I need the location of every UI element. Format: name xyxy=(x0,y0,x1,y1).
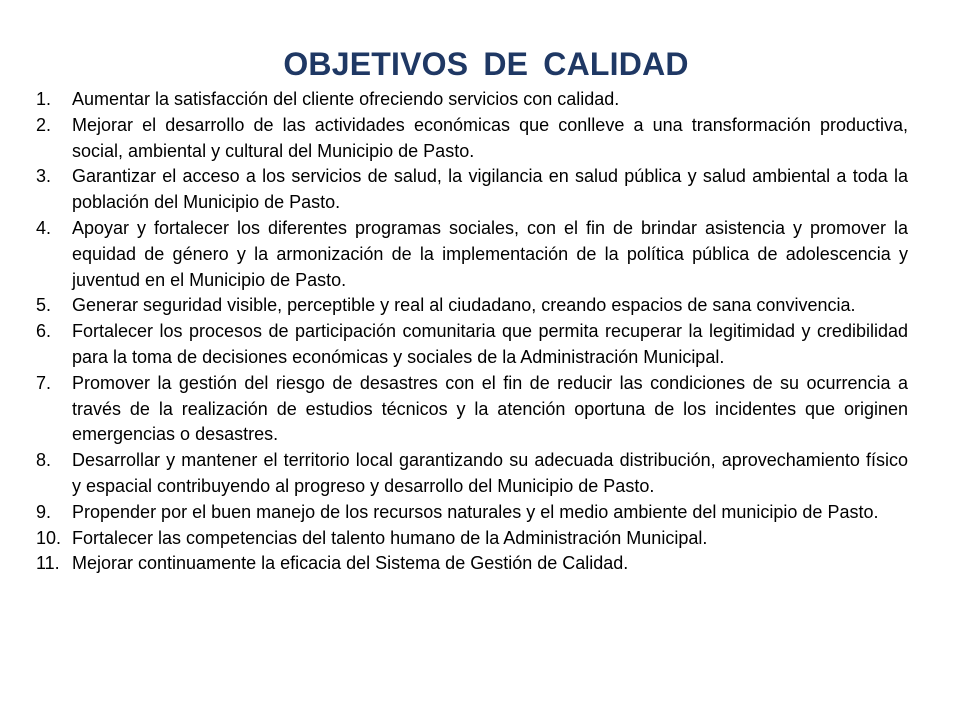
objective-item xyxy=(36,113,908,165)
objective-text: Fortalecer los procesos de participación comunitaria que permita recuperar la legitimidad y credibilidad para la toma de decisiones económicas y sociales de la Administración Municipal. xyxy=(72,321,908,367)
objective-item xyxy=(36,87,908,113)
objective-item xyxy=(36,500,908,526)
objective-item xyxy=(36,293,908,319)
objective-text: Desarrollar y mantener el territorio local garantizando su adecuada distribución, aprovechamiento físico y espacial contribuyendo al progreso y desarrollo del Municipio de Pasto. xyxy=(72,450,908,496)
objective-text: Apoyar y fortalecer los diferentes programas sociales, con el fin de brindar asistencia y promover la equidad de género y la armonización de la implementación de la política pública de adolescencia y juventud en el Municipio de Pasto. xyxy=(72,217,908,290)
objective-number: 10. xyxy=(36,527,62,548)
objective-text: Propender por el buen manejo de los recursos naturales y el medio ambiente del municipio de Pasto. xyxy=(72,501,879,522)
objective-number: 3. xyxy=(36,166,52,187)
objective-number: 2. xyxy=(36,114,52,135)
objective-text: Generar seguridad visible, perceptible y real al ciudadano, creando espacios de sana convivencia. xyxy=(72,295,856,316)
objective-number: 11. xyxy=(36,553,60,574)
objective-item xyxy=(36,448,908,500)
objective-number: 6. xyxy=(36,321,52,342)
slide-title: OBJETIVOS DE CALIDAD xyxy=(283,46,689,83)
objective-number: 8. xyxy=(36,450,52,471)
objective-item xyxy=(36,319,908,371)
objective-number: 5. xyxy=(36,295,52,316)
objective-text: Mejorar continuamente la eficacia del Sistema de Gestión de Calidad. xyxy=(72,553,629,574)
objective-text: Mejorar el desarrollo de las actividades económicas que conlleve a una transformación productiva, social, ambiental y cultural del Municipio de Pasto. xyxy=(72,114,908,161)
objective-item xyxy=(36,551,908,577)
objective-number: 4. xyxy=(36,217,52,238)
objectives-list xyxy=(36,87,908,577)
objective-number: 7. xyxy=(36,372,52,393)
objective-item xyxy=(36,371,908,448)
objective-item xyxy=(36,216,908,293)
objective-item xyxy=(36,164,908,216)
objective-text: Fortalecer las competencias del talento humano de la Administración Municipal. xyxy=(72,527,708,548)
objective-item xyxy=(36,526,908,552)
objective-number: 1. xyxy=(36,89,52,109)
objective-number: 9. xyxy=(36,501,52,522)
objective-text: Promover la gestión del riesgo de desastres con el fin de reducir las condiciones de su ocurrencia a través de la realización de estudios técnicos y la atención oportuna de los incidentes que originen emergencias o desastres. xyxy=(72,372,908,445)
objective-text: Aumentar la satisfacción del cliente ofreciendo servicios con calidad. xyxy=(72,89,620,109)
objective-text: Garantizar el acceso a los servicios de salud, la vigilancia en salud pública y salud ambiental a toda la población del Municipio de Pasto. xyxy=(72,166,908,213)
